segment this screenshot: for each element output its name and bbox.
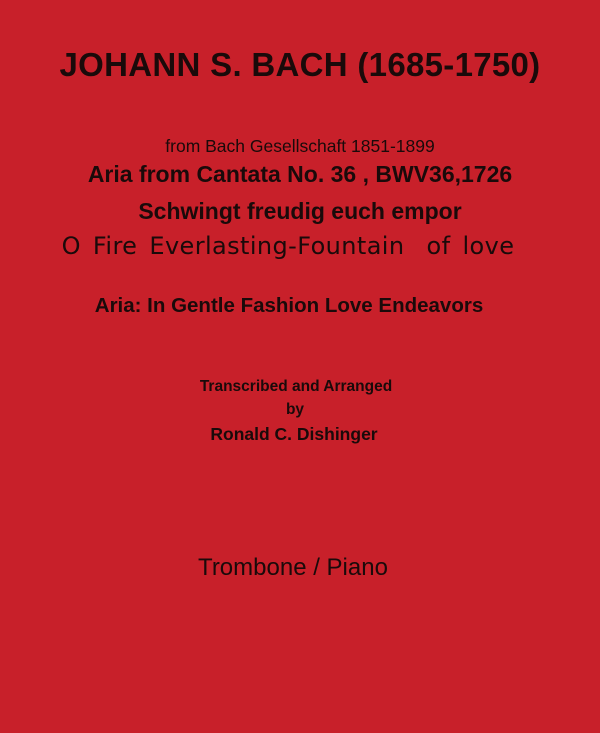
english-title-part2: of love (426, 232, 515, 260)
arranger-name: Ronald C. Dishinger (210, 424, 378, 444)
credit-by: by (285, 401, 305, 418)
german-title: Schwingt freudig euch empor (138, 198, 462, 224)
english-title (0, 232, 588, 260)
instrumentation: Trombone / Piano (198, 554, 388, 581)
credit-label: Transcribed and Arranged (199, 378, 393, 395)
english-title-part1: O Fire Everlasting-Fountain (61, 232, 405, 260)
composer-heading: JOHANN S. BACH (1685-1750) (59, 46, 541, 83)
aria-subtitle: Aria: In Gentle Fashion Love Endeavors (94, 294, 484, 317)
source-line: from Bach Gesellschaft 1851-1899 (165, 136, 435, 156)
aria-title: Aria from Cantata No. 36 , BWV36,1726 (87, 161, 513, 187)
